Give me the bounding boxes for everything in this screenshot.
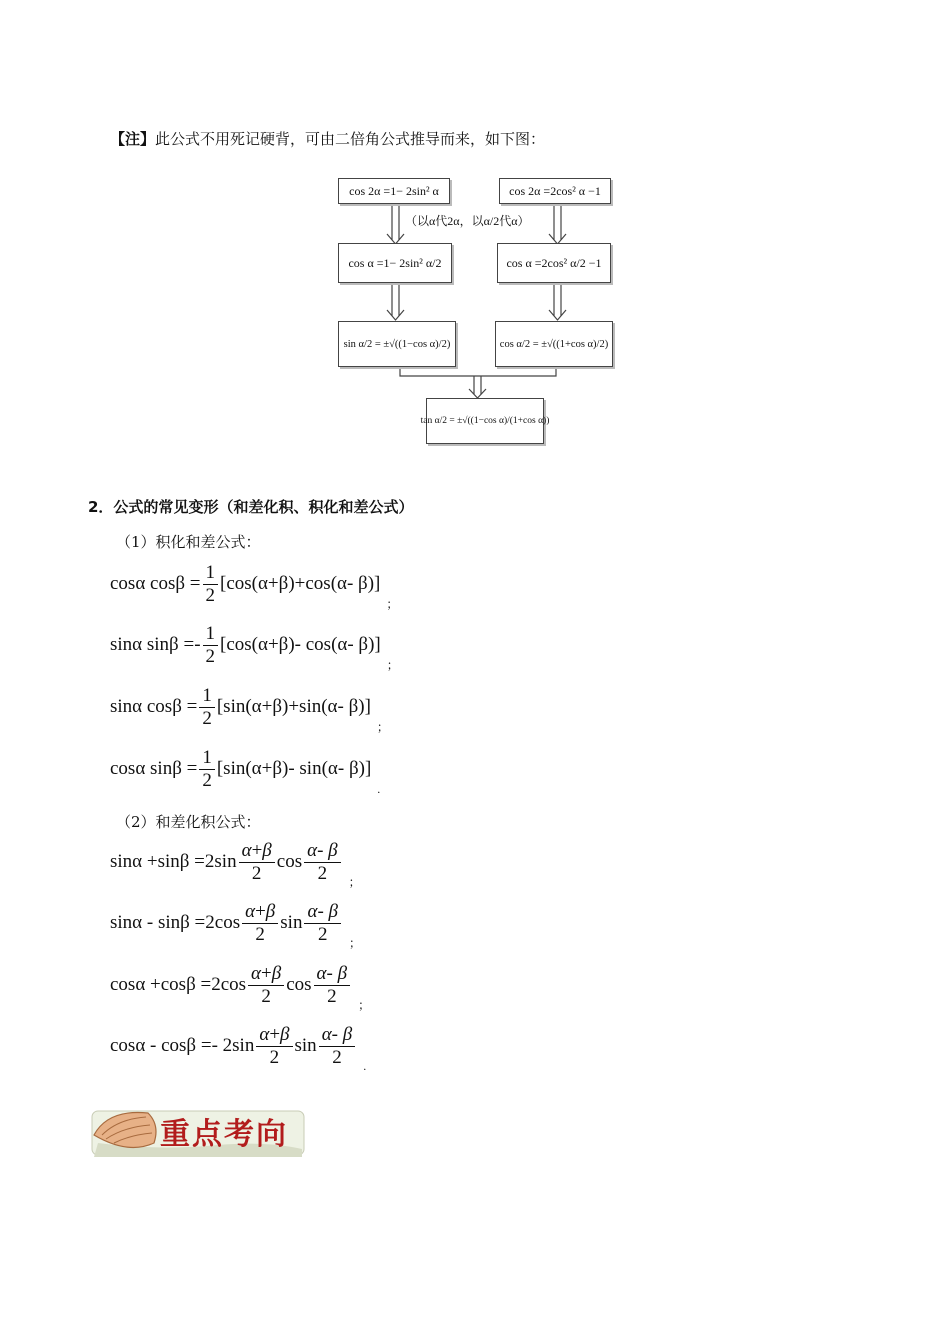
formula-product-4	[110, 747, 381, 796]
diagram-substitution: （以α代2α，以α/2代α）	[405, 214, 530, 228]
formula-coef: 2sin	[204, 851, 237, 873]
formula-sign: -	[194, 634, 201, 656]
formula-punct: ；	[386, 596, 399, 611]
formula-lhs: sinα - sinβ =	[110, 912, 206, 934]
formula-sum-1	[110, 840, 361, 889]
formula-rhs: [cos(α+β)+cos(α- β)]	[220, 573, 381, 595]
diagram-box-cos-half	[495, 321, 613, 367]
diagram-box-tan-half	[420, 398, 550, 444]
diagram-box-sin-half	[338, 321, 456, 367]
formula-punct: .	[363, 1058, 367, 1073]
formula-punct: ；	[376, 719, 389, 734]
formula-lhs: cosα sinβ =	[110, 758, 198, 780]
diagram-box6-text: cos α/2 = ±√((1+cos α)/2)	[499, 338, 609, 350]
fraction-diff-half: $\frac{\alpha- \beta}{2}$	[319, 1025, 356, 1068]
diagram-box5-text: sin α/2 = ±√((1−cos α)/2)	[343, 338, 451, 350]
formula-sum-2	[110, 901, 361, 950]
diagram-box-cos2a-cos: cos 2α =2cos² α −1	[499, 178, 611, 204]
diagram-box3-text: cos α =1− 2sin² α/2	[348, 255, 442, 270]
formula-product-2	[110, 623, 399, 672]
note-bracket: 【注】	[110, 130, 156, 148]
subsection-sum-to-product: （2）和差化积公式：	[116, 813, 261, 831]
section-title: 2．公式的常见变形（和差化积、积化和差公式）	[88, 498, 414, 516]
diagram-box-cosa-sin	[338, 243, 452, 283]
fraction-sum-half: $\frac{\alpha+\beta}{2}$	[239, 841, 275, 884]
formula-product-1	[110, 562, 399, 611]
fraction-one-half: $\frac{1}{2}$	[203, 563, 219, 606]
formula-func2: cos	[276, 851, 303, 873]
formula-lhs: sinα cosβ =	[110, 696, 198, 718]
fraction-sum-half: $\frac{\alpha+\beta}{2}$	[256, 1025, 292, 1068]
banner-title: 重点考向	[160, 1117, 288, 1152]
formula-lhs: sinα sinβ =	[110, 634, 195, 656]
formula-rhs: [sin(α+β)- sin(α- β)]	[216, 758, 372, 780]
key-points-banner	[88, 1103, 308, 1161]
formula-punct: ；	[348, 935, 361, 950]
derivation-diagram	[0, 0, 950, 470]
note-text: 此公式不用死记硬背，可由二倍角公式推导而来，如下图：	[155, 130, 546, 148]
fraction-one-half: $\frac{1}{2}$	[203, 624, 219, 667]
diagram-box7-text: tan α/2 = ±√((1−cos α)/(1+cos α))	[420, 416, 550, 426]
fraction-diff-half: $\frac{\alpha- \beta}{2}$	[304, 902, 341, 945]
formula-func2: sin	[280, 912, 303, 934]
formula-func2: cos	[286, 974, 312, 996]
formula-punct: ；	[348, 874, 361, 889]
diagram-box-cosa-cos	[497, 243, 611, 283]
fraction-one-half: $\frac{1}{2}$	[199, 748, 215, 791]
formula-punct: ；	[358, 997, 371, 1012]
formula-lhs: cosα +cosβ =	[110, 974, 212, 996]
diagram-box4-text: cos α =2cos² α/2 −1	[506, 255, 602, 270]
fraction-diff-half: $\frac{\alpha- \beta}{2}$	[304, 841, 341, 884]
formula-sum-3	[110, 963, 371, 1012]
formula-punct: .	[377, 781, 381, 796]
formula-lhs: sinα +sinβ =	[110, 851, 205, 873]
formula-coef: - 2sin	[211, 1035, 255, 1057]
formula-func2: sin	[294, 1035, 317, 1057]
formula-product-3	[110, 685, 389, 734]
formula-rhs: [sin(α+β)+sin(α- β)]	[216, 696, 371, 718]
fraction-sum-half: $\frac{\alpha+\beta}{2}$	[248, 964, 284, 1007]
formula-coef: 2cos	[211, 974, 247, 996]
subsection-product-to-sum: （1）积化和差公式：	[116, 533, 261, 551]
fraction-diff-half: $\frac{\alpha- \beta}{2}$	[314, 964, 351, 1007]
diagram-box-cos2a-sin: cos 2α =1− 2sin² α	[338, 178, 450, 204]
formula-punct: ；	[386, 657, 399, 672]
fraction-sum-half: $\frac{\alpha+\beta}{2}$	[242, 902, 278, 945]
fraction-one-half: $\frac{1}{2}$	[199, 686, 215, 729]
formula-lhs: cosα - cosβ =	[110, 1035, 212, 1057]
formula-sum-4	[110, 1024, 367, 1073]
formula-lhs: cosα cosβ =	[110, 573, 201, 595]
formula-coef: 2cos	[205, 912, 241, 934]
formula-rhs: [cos(α+β)- cos(α- β)]	[220, 634, 381, 656]
